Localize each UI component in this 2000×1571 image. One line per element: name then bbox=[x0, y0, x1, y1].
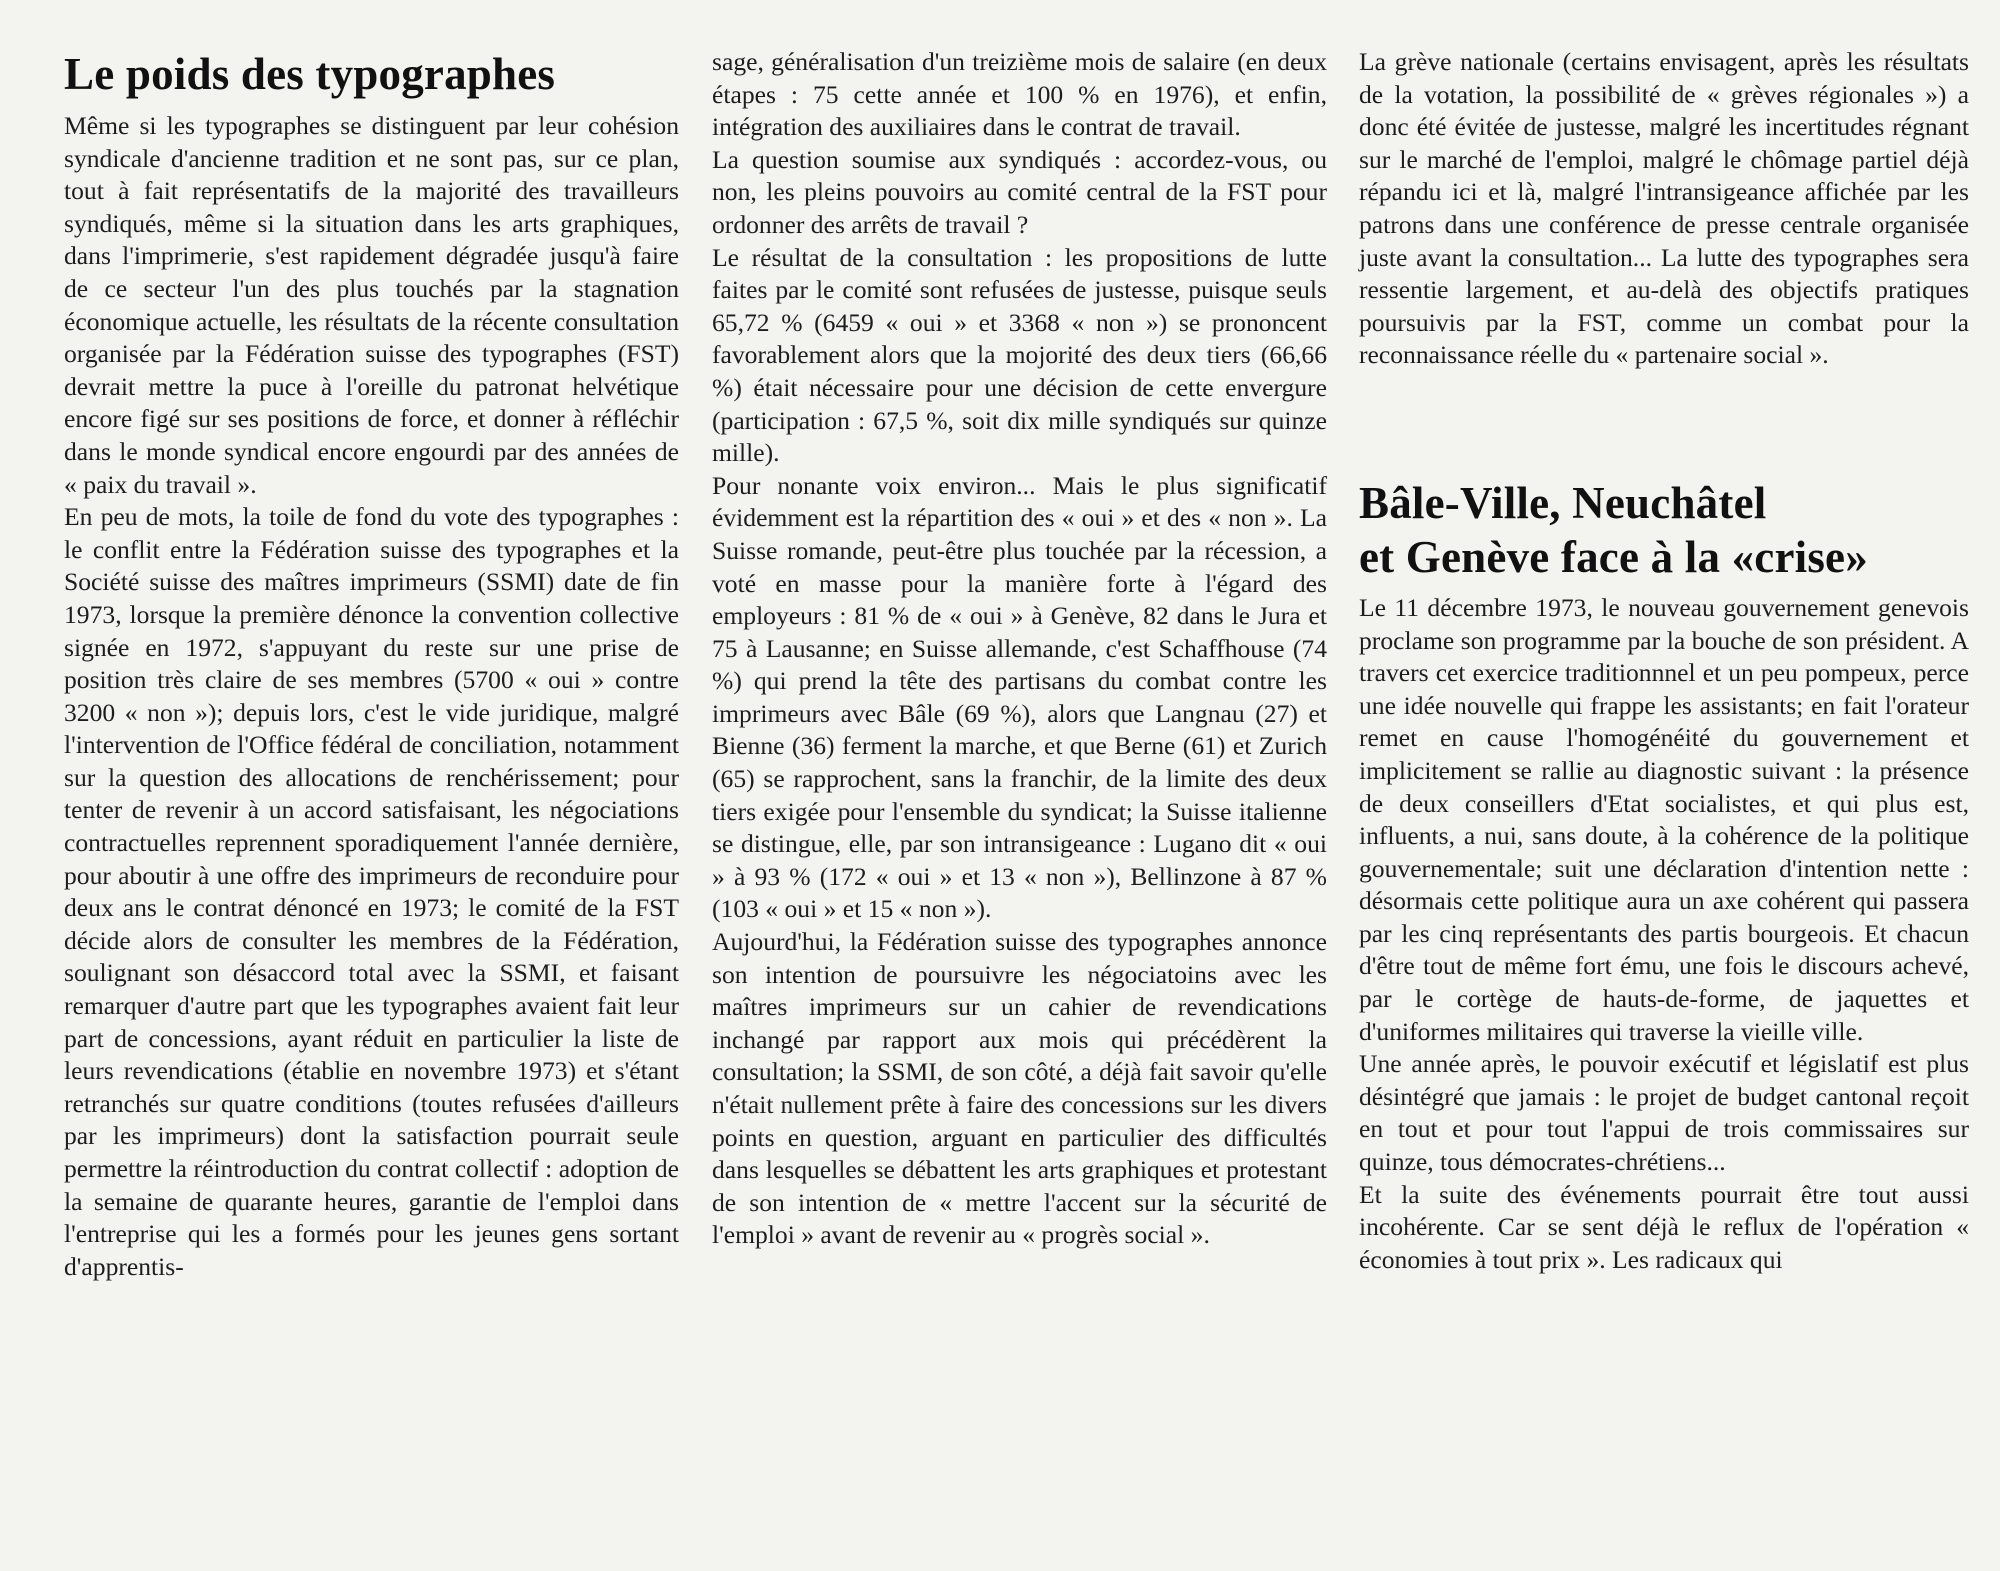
paragraph: Et la suite des événements pourrait être tout aussi incohérente. Car se sent déjà le reflux de l'opération « économies à tout prix ». Les radicaux qui bbox=[1359, 1179, 1969, 1274]
article-title-crise bbox=[1359, 476, 1969, 584]
article-title-typographes: Le poids des typographes bbox=[64, 49, 556, 99]
paragraph: En peu de mots, la toile de fond du vote des typographes : le conflit entre la Fédération suisse des typographes et la Société suisse des maîtres imprimeurs (SSMI) date de fin 1973, lorsque la première dénonce la convention collective signée en 1972, s'appuyant du reste sur une prise de position très claire de ses membres (5700 « oui » contre 3200 « non »); depuis lors, c'est le vide juridique, malgré l'intervention de l'Office fédéral de conciliation, notamment sur la question des allocations de renchérissement; pour tenter de revenir à un accord satisfaisant, les négociations contractuelles reprennent sporadiquement l'année dernière, pour aboutir à une offre des imprimeurs de reconduire pour deux ans le contrat dénoncé en 1973; le comité de la FST décide alors de consulter les membres de la Fédération, soulignant son désaccord total avec la SSMI, et faisant remarquer d'autre part que les typographes avaient fait leur part de concessions, ayant réduit en particulier la liste de leurs revendications (établie en novembre 1973) et s'étant retranchés sur quatre conditions (toutes refusées d'ailleurs par les imprimeurs) dont la satisfaction pourrait seule permettre la réintroduction du contrat collectif : adoption de la semaine de quarante heures, garantie de l'emploi dans l'entreprise qui les a formés pour les jeunes gens sortant d'apprentis- bbox=[64, 502, 679, 1281]
title-line-2: et Genève face à la «crise» bbox=[1359, 531, 1868, 582]
paragraph: Le résultat de la consultation : les propositions de lutte faites par le comité sont refusées de justesse, puisque seuls 65,72 % (6459 « oui » et 3368 « non ») se prononcent favorablement alors que la mojorité des deux tiers (66,66 %) était nécessaire pour une décision de cette envergure (participation : 67,5 %, soit dix mille syndiqués sur quinze mille). bbox=[712, 242, 1327, 468]
column-2 bbox=[712, 46, 1327, 1252]
paragraph: Même si les typographes se distinguent par leur cohésion syndicale d'ancienne tradition et ne sont pas, sur ce plan, tout à fait représentatifs de la majorité des travailleurs syndiqués, même si la situation dans les arts graphiques, dans l'imprimerie, s'est rapidement dégradée jusqu'à faire de ce secteur l'un des plus touchés par la stagnation économique actuelle, les résultats de la récente consultation organisée par la Fédération suisse des typographes (FST) devrait mettre la puce à l'oreille du patronat helvétique encore figé sur ses positions de force, et donner à réfléchir dans le monde syndical encore engourdi par des années de « paix du travail ». bbox=[64, 111, 679, 499]
paragraph: Une année après, le pouvoir exécutif et législatif est plus désintégré que jamais : le projet de budget cantonal reçoit en tout et pour tout l'appui de trois commissaires sur quinze, tous démocrates-chrétiens... bbox=[1359, 1049, 1969, 1177]
paragraph: La grève nationale (certains envisagent, après les résultats de la votation, la possibilité de « grèves régionales ») a donc été évitée de justesse, malgré les incertitudes régnant sur le marché de l'emploi, malgré le chômage partiel déjà répandu ici et là, malgré l'intransigeance affichée par les patrons dans une conférence de presse centrale organisée juste avant la consultation... La lutte des typographes sera ressentie largement, et au-delà des objectifs pratiques poursuivis par la FST, comme un combat pour la reconnaissance réelle du « partenaire social ». bbox=[1359, 47, 1969, 370]
paragraph: La question soumise aux syndiqués : accordez-vous, ou non, les pleins pouvoirs au comité central de la FST pour ordonner des arrêts de travail ? bbox=[712, 144, 1327, 239]
column-1 bbox=[64, 48, 679, 1283]
paragraph: Le 11 décembre 1973, le nouveau gouvernement genevois proclame son programme par la bouche de son président. A travers cet exercice traditionnnel et un peu pompeux, perce une idée nouvelle qui frappe les assistants; en fait l'orateur remet en cause l'homogénéité du gouvernement et implicitement se rallie au diagnostic suivant : la présence de deux conseillers d'Etat socialistes, et qui plus est, influents, a nui, sans doute, à la cohérence de la politique gouvernementale; suit une déclaration d'intention nette : désormais cette politique aura un axe cohérent qui passera par les cinq représentants des partis bourgeois. Et chacun d'être tout de même fort ému, une fois le discours achevé, par le cortège de hauts-de-forme, de jaquettes et d'uniformes militaires qui traverse la vieille ville. bbox=[1359, 592, 1969, 1046]
column-3 bbox=[1359, 46, 1969, 1276]
title-line-1: Bâle-Ville, Neuchâtel bbox=[1359, 477, 1767, 528]
paragraph: sage, généralisation d'un treizième mois de salaire (en deux étapes : 75 cette année et 100 % en 1976), et enfin, intégration des auxiliaires dans le contrat de travail. bbox=[712, 47, 1327, 142]
paragraph: Aujourd'hui, la Fédération suisse des typographes annonce son intention de poursuivre les négociatoins avec les maîtres imprimeurs sur un cahier de revendications inchangé par rapport aux mois qui précédèrent la consultation; la SSMI, de son côté, a déjà fait savoir qu'elle n'était nullement prête à faire des concessions sur les divers points en question, arguant en particulier des difficultés dans lesquelles se débattent les arts graphiques et protestant de son intention de « mettre l'accent sur la sécurité de l'emploi » avant de revenir au « progrès social ». bbox=[712, 927, 1327, 1250]
paragraph: Pour nonante voix environ... Mais le plus significatif évidemment est la répartition des « oui » et des « non ». La Suisse romande, peut-être plus touchée par la récession, a voté en masse pour la manière forte à l'égard des employeurs : 81 % de « oui » à Genève, 82 dans le Jura et 75 à Lausanne; en Suisse allemande, c'est Schaffhouse (74 %) qui prend la tête des partisans du combat contre les imprimeurs avec Bâle (69 %), alors que Langnau (27) et Bienne (36) ferment la marche, et que Berne (61) et Zurich (65) se rapprochent, sans la franchir, de la limite des deux tiers exigée pour l'ensemble du syndicat; la Suisse italienne se distingue, elle, par son intransigeance : Lugano dit « oui » à 93 % (172 « oui » et 13 « non »), Bellinzone à 87 % (103 « oui » et 15 « non »). bbox=[712, 470, 1327, 924]
